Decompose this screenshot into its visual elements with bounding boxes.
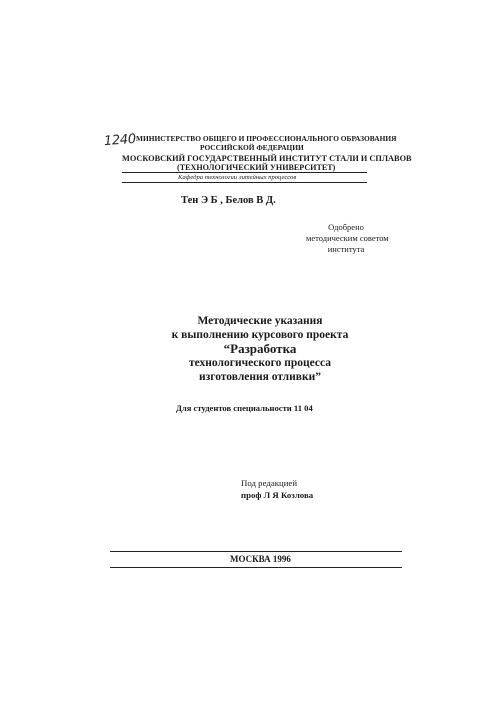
footer-divider-top bbox=[110, 551, 402, 552]
title-line-5: изготовления отливки” bbox=[199, 371, 321, 383]
title-line-2: к выполнению курсового проекта bbox=[171, 329, 349, 341]
title-line-1: Методические указания bbox=[197, 315, 323, 327]
department-line: Кафедра технологии литейных процессов bbox=[178, 174, 297, 181]
editor-line-2: проф Л Я Козлова bbox=[241, 490, 314, 500]
city-year: МОСКВА 1996 bbox=[230, 554, 291, 564]
ministry-line-2: РОССИЙСКОЙ ФЕДЕРАЦИИ bbox=[200, 143, 304, 152]
ministry-line-1: МИНИСТЕРСТВО ОБЩЕГО И ПРОФЕССИОНАЛЬНОГО ОБРАЗОВАНИЯ bbox=[136, 134, 397, 143]
title-line-3: “Разработка bbox=[223, 341, 297, 356]
approval-line-1: Одобрено bbox=[328, 222, 364, 232]
institute-line-2: (ТЕХНОЛОГИЧЕСКИЙ УНИВЕРСИТЕТ) bbox=[177, 163, 336, 172]
institute-line-1: МОСКОВСКИЙ ГОСУДАРСТВЕННЫЙ ИНСТИТУТ СТАЛИ И СПЛАВОВ bbox=[122, 154, 412, 163]
approval-block bbox=[306, 222, 389, 255]
approval-line-2: методическим советом bbox=[306, 233, 389, 243]
document-title bbox=[160, 314, 360, 384]
approval-line-3: института bbox=[327, 244, 365, 254]
title-line-4: технологического процесса bbox=[189, 357, 331, 369]
header-divider-top bbox=[122, 172, 367, 173]
handwritten-inventory-number: 1240 bbox=[103, 131, 137, 150]
editor-line-1: Под редакцией bbox=[241, 478, 298, 488]
editor-block bbox=[241, 477, 313, 501]
footer-divider-bottom bbox=[110, 567, 402, 568]
header-divider-bottom bbox=[122, 182, 367, 183]
target-audience: Для студентов специальности 11 04 bbox=[176, 403, 313, 413]
authors: Тен Э Б , Белов В Д. bbox=[181, 195, 276, 206]
